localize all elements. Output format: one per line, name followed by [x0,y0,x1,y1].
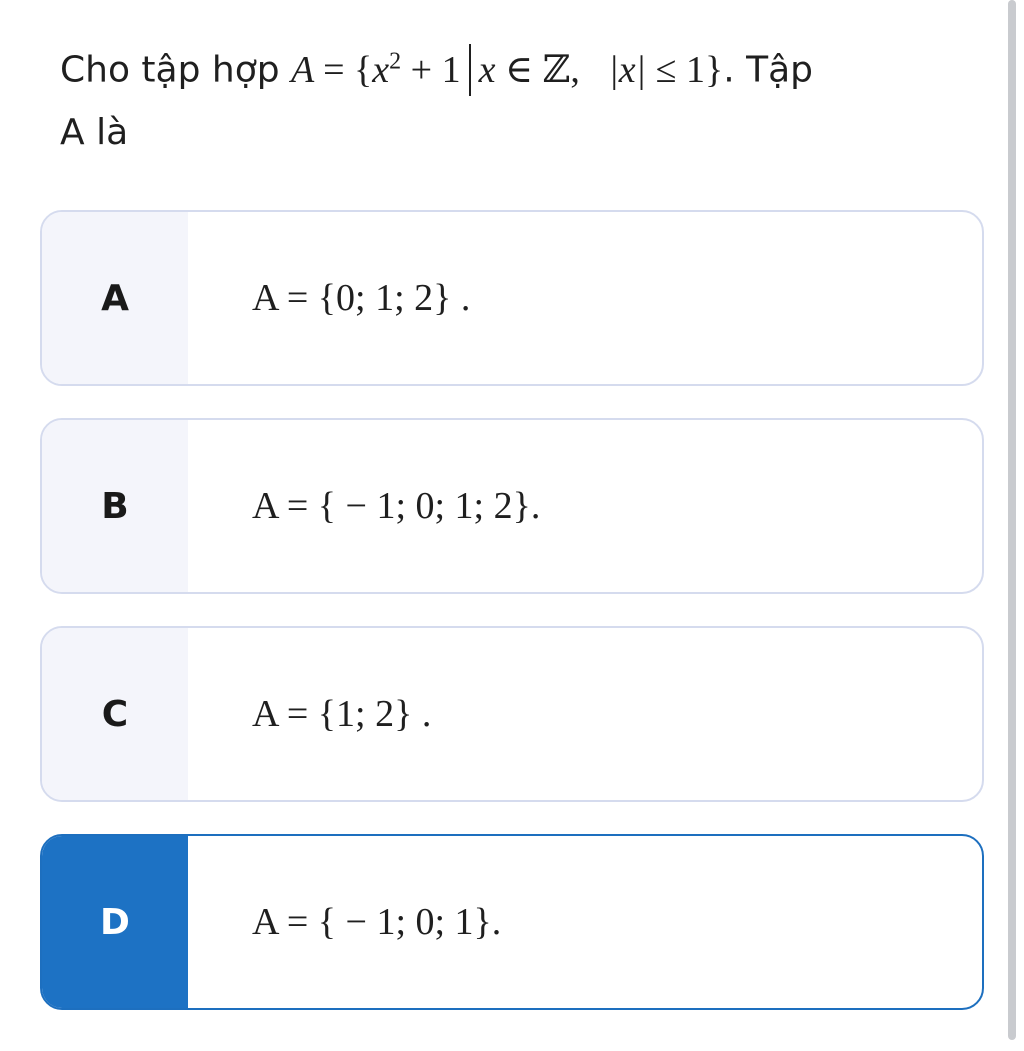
option-letter: D [42,836,188,1008]
question-suffix: . Tập [723,49,814,91]
option-answer: A = { − 1; 0; 1; 2}. [252,485,541,527]
question-text [60,30,960,164]
option-d[interactable] [40,834,984,1010]
option-answer: A = {0; 1; 2} . [252,277,471,319]
option-c[interactable] [40,626,984,802]
option-letter: A [42,212,188,384]
option-letter: B [42,420,188,592]
question-line2: A là [60,111,129,153]
option-letter: C [42,628,188,800]
option-answer: A = {1; 2} . [252,693,432,735]
option-a[interactable] [40,210,984,386]
such-that-bar [469,44,471,96]
option-b[interactable] [40,418,984,594]
set-formula: $A = \{x^2 + 1$ x ∈ ℤ, |x| ≤ 1} [291,49,723,91]
question-prefix: Cho tập hợp [60,49,280,91]
scrollbar[interactable] [1008,0,1016,1040]
option-answer: A = { − 1; 0; 1}. [252,901,502,943]
